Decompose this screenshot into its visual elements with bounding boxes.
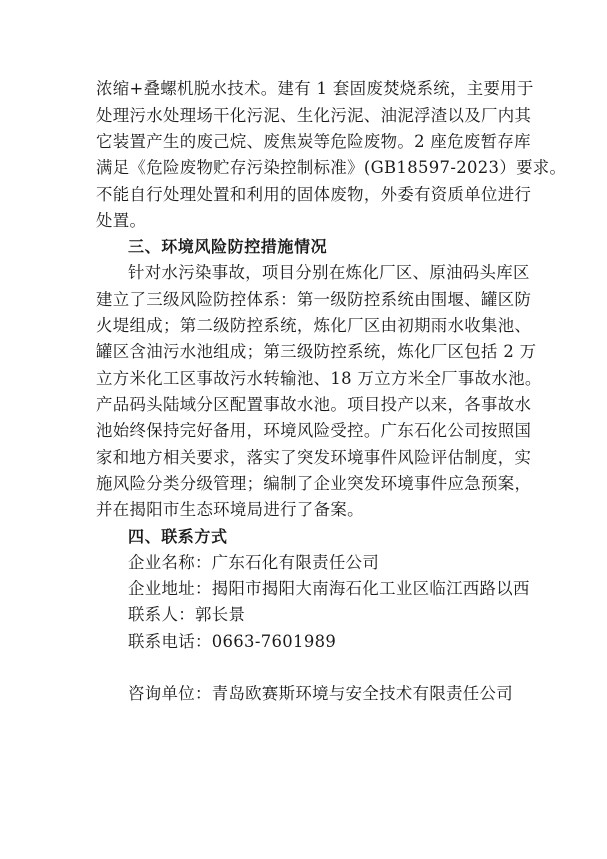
contact-phone: 联系电话：0663-7601989	[128, 632, 337, 651]
paragraph-line: 家和地方相关要求，落实了突发环境事件风险评估制度，实	[96, 448, 532, 467]
paragraph-line: 处理污水处理场干化污泥、生化污泥、油泥浮渣以及厂内其	[96, 106, 532, 125]
paragraph-line: 满足《危险废物贮存污染控制标准》(GB18597-2023）要求。	[96, 158, 567, 177]
paragraph-line: 浓缩+叠螺机脱水技术。建有 1 套固废焚烧系统，主要用于	[96, 79, 534, 98]
company-name: 企业名称：广东石化有限责任公司	[128, 553, 380, 572]
paragraph-line: 建立了三级风险防控体系：第一级防控系统由围堰、罐区防	[96, 290, 532, 309]
paragraph-line: 池始终保持完好备用，环境风险受控。广东石化公司按照国	[96, 421, 532, 440]
company-address: 企业地址：揭阳市揭阳大南海石化工业区临江西路以西	[128, 579, 530, 598]
paragraph-line: 火堤组成；第二级防控系统，炼化厂区由初期雨水收集池、	[96, 316, 532, 335]
section-heading-risk-control: 三、环境风险防控措施情况	[128, 237, 328, 256]
paragraph-line: 不能自行处理处置和利用的固体废物，外委有资质单位进行	[96, 185, 532, 204]
contact-person: 联系人：郭长景	[128, 605, 246, 624]
paragraph-line: 产品码头陆域分区配置事故水池。项目投产以来，各事故水	[96, 395, 532, 414]
paragraph-line: 它装置产生的废己烷、废焦炭等危险废物。2 座危废暂存库	[96, 132, 531, 151]
paragraph-line: 针对水污染事故，项目分别在炼化厂区、原油码头库区	[128, 263, 530, 282]
paragraph-line: 并在揭阳市生态环境局进行了备案。	[96, 500, 364, 519]
consulting-unit: 咨询单位：青岛欧赛斯环境与安全技术有限责任公司	[128, 684, 514, 703]
paragraph-line: 处置。	[96, 211, 147, 230]
section-heading-contact: 四、联系方式	[128, 527, 228, 546]
paragraph-line: 罐区含油污水池组成；第三级防控系统，炼化厂区包括 2 万	[96, 342, 537, 361]
paragraph-line: 立方米化工区事故污水转输池、18 万立方米全厂事故水池。	[96, 369, 542, 388]
paragraph-line: 施风险分类分级管理；编制了企业突发环境事件应急预案，	[96, 474, 532, 493]
